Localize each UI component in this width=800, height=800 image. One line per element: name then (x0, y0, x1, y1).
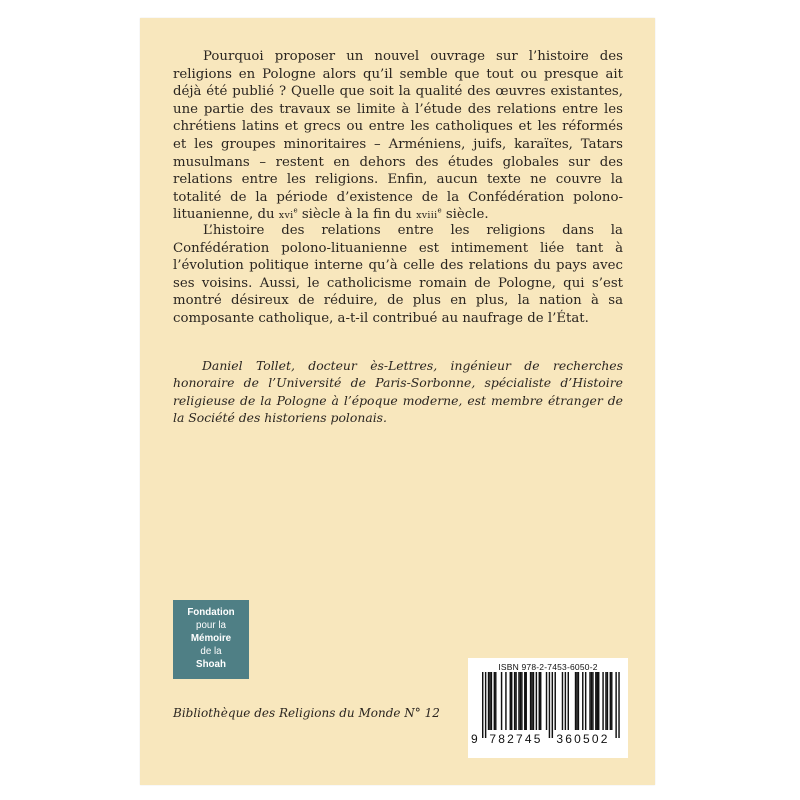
logo-line-2: pour la (196, 620, 226, 631)
description-paragraph-2: L’histoire des relations entre les religions dans la Confédération polono-lituanienne est intimement liée tant à l’évolution politique interne qu’à celle des relations du pays avec ses voisins. Aussi, le catholicisme romain de Pologne, qui s’est montré désireux de réduire, de plus en plus, la nation à sa composante catholique, a-t-il contribué au naufrage de l’État. (173, 223, 623, 326)
paragraph-1-text-a: Pourquoi proposer un nouvel ouvrage sur l’histoire des religions en Pologne alors qu’il semble que tout ou presque ait déjà été publié ? Quelle que soit la qualité des œuvres existantes, une partie des travaux se limite à l’étude des relations entre les chrétiens latins et grecs ou entre les catholiques et les réformés et les groupes minoritaires – Arméniens, juifs, karaïtes, Tatars musulmans – restent en dehors des études globales sur des relations entre les religions. Enfin, aucun texte ne couvre la totalité de la période d’existence de la Confédération polono-lituanienne, du (173, 49, 623, 223)
barcode-bar (505, 672, 506, 730)
barcode-bar (511, 672, 512, 730)
barcode-digits (468, 732, 628, 752)
paragraph-1-text-c: siècle. (441, 207, 489, 223)
barcode-bar (589, 672, 590, 730)
isbn-barcode (468, 658, 628, 758)
barcode-bar (582, 672, 583, 730)
book-back-cover (140, 18, 655, 785)
barcode-bar (618, 672, 619, 738)
barcode-bar (524, 672, 525, 730)
barcode-bar (578, 672, 579, 730)
barcode-bar (482, 672, 483, 738)
barcode-bar (595, 672, 596, 730)
barcode-bar (598, 672, 599, 730)
barcode-bar (495, 672, 496, 730)
fondation-memoire-shoah-logo (173, 600, 249, 679)
barcode-bar (520, 672, 521, 730)
barcode-bar (602, 672, 603, 730)
barcode-lead-digit: 9 (471, 732, 478, 746)
barcode-bar (546, 672, 547, 730)
barcode-bar (491, 672, 492, 730)
barcode-bar (611, 672, 612, 730)
barcode-bar (585, 672, 586, 730)
paragraph-1-text-b: siècle à la fin du (297, 207, 417, 223)
barcode-bar (526, 672, 527, 730)
barcode-digit-group-2: 360502 (556, 732, 610, 746)
logo-line-3: Mémoire (190, 633, 232, 644)
century-xviii: xviii (416, 210, 438, 222)
barcode-bar (555, 672, 556, 730)
barcode-bar (485, 672, 486, 738)
barcode-bar (591, 672, 592, 730)
barcode-bar (592, 672, 593, 730)
barcode-bar (533, 672, 534, 730)
barcode-bar (605, 672, 606, 730)
barcode-bar (536, 672, 537, 730)
barcode-bar (562, 672, 563, 730)
logo-line-5: Shoah (196, 659, 226, 670)
century-xviii-sup: e (437, 206, 442, 215)
barcode-bar (610, 672, 611, 730)
barcode-bar (615, 672, 616, 738)
century-xvi: xvi (278, 210, 294, 222)
barcode-bar (597, 672, 598, 730)
isbn-label: ISBN 978-2-7453-6050-2 (498, 662, 598, 672)
barcode-bar (530, 672, 531, 730)
barcode-bar (576, 672, 577, 730)
series-title: Bibliothèque des Religions du Monde N° 12 (173, 706, 440, 720)
barcode-bar (488, 672, 489, 730)
barcode-bar (607, 672, 608, 730)
barcode-bar (494, 672, 495, 730)
barcode-bar (501, 672, 502, 730)
barcode-bar (510, 672, 511, 730)
barcode-bar (515, 672, 516, 730)
barcode-bar (549, 672, 550, 738)
barcode-bars (468, 672, 628, 738)
logo-line-1: Fondation (187, 607, 235, 618)
barcode-digit-group-1: 782745 (489, 732, 543, 746)
barcode-bar (575, 672, 576, 730)
description-paragraph-1 (173, 48, 623, 225)
barcode-bar (568, 672, 569, 730)
barcode-bar (521, 672, 522, 730)
barcode-bar (518, 672, 519, 730)
barcode-bar (552, 672, 553, 738)
barcode-bar (514, 672, 515, 730)
author-bio: Daniel Tollet, docteur ès-Lettres, ingénieur de recherches honoraire de l’Université de Paris-Sorbonne, spécialiste d’Histoire religieuse de la Pologne à l’époque moderne, est membre étranger de la Société des historiens polonais. (173, 358, 623, 425)
barcode-bar (531, 672, 532, 730)
barcode-bar (489, 672, 490, 730)
barcode-bar (565, 672, 566, 730)
logo-line-4: de la (200, 646, 222, 657)
barcode-bar (539, 672, 540, 730)
barcode-bar (540, 672, 541, 730)
century-xvi-sup: e (293, 206, 298, 215)
